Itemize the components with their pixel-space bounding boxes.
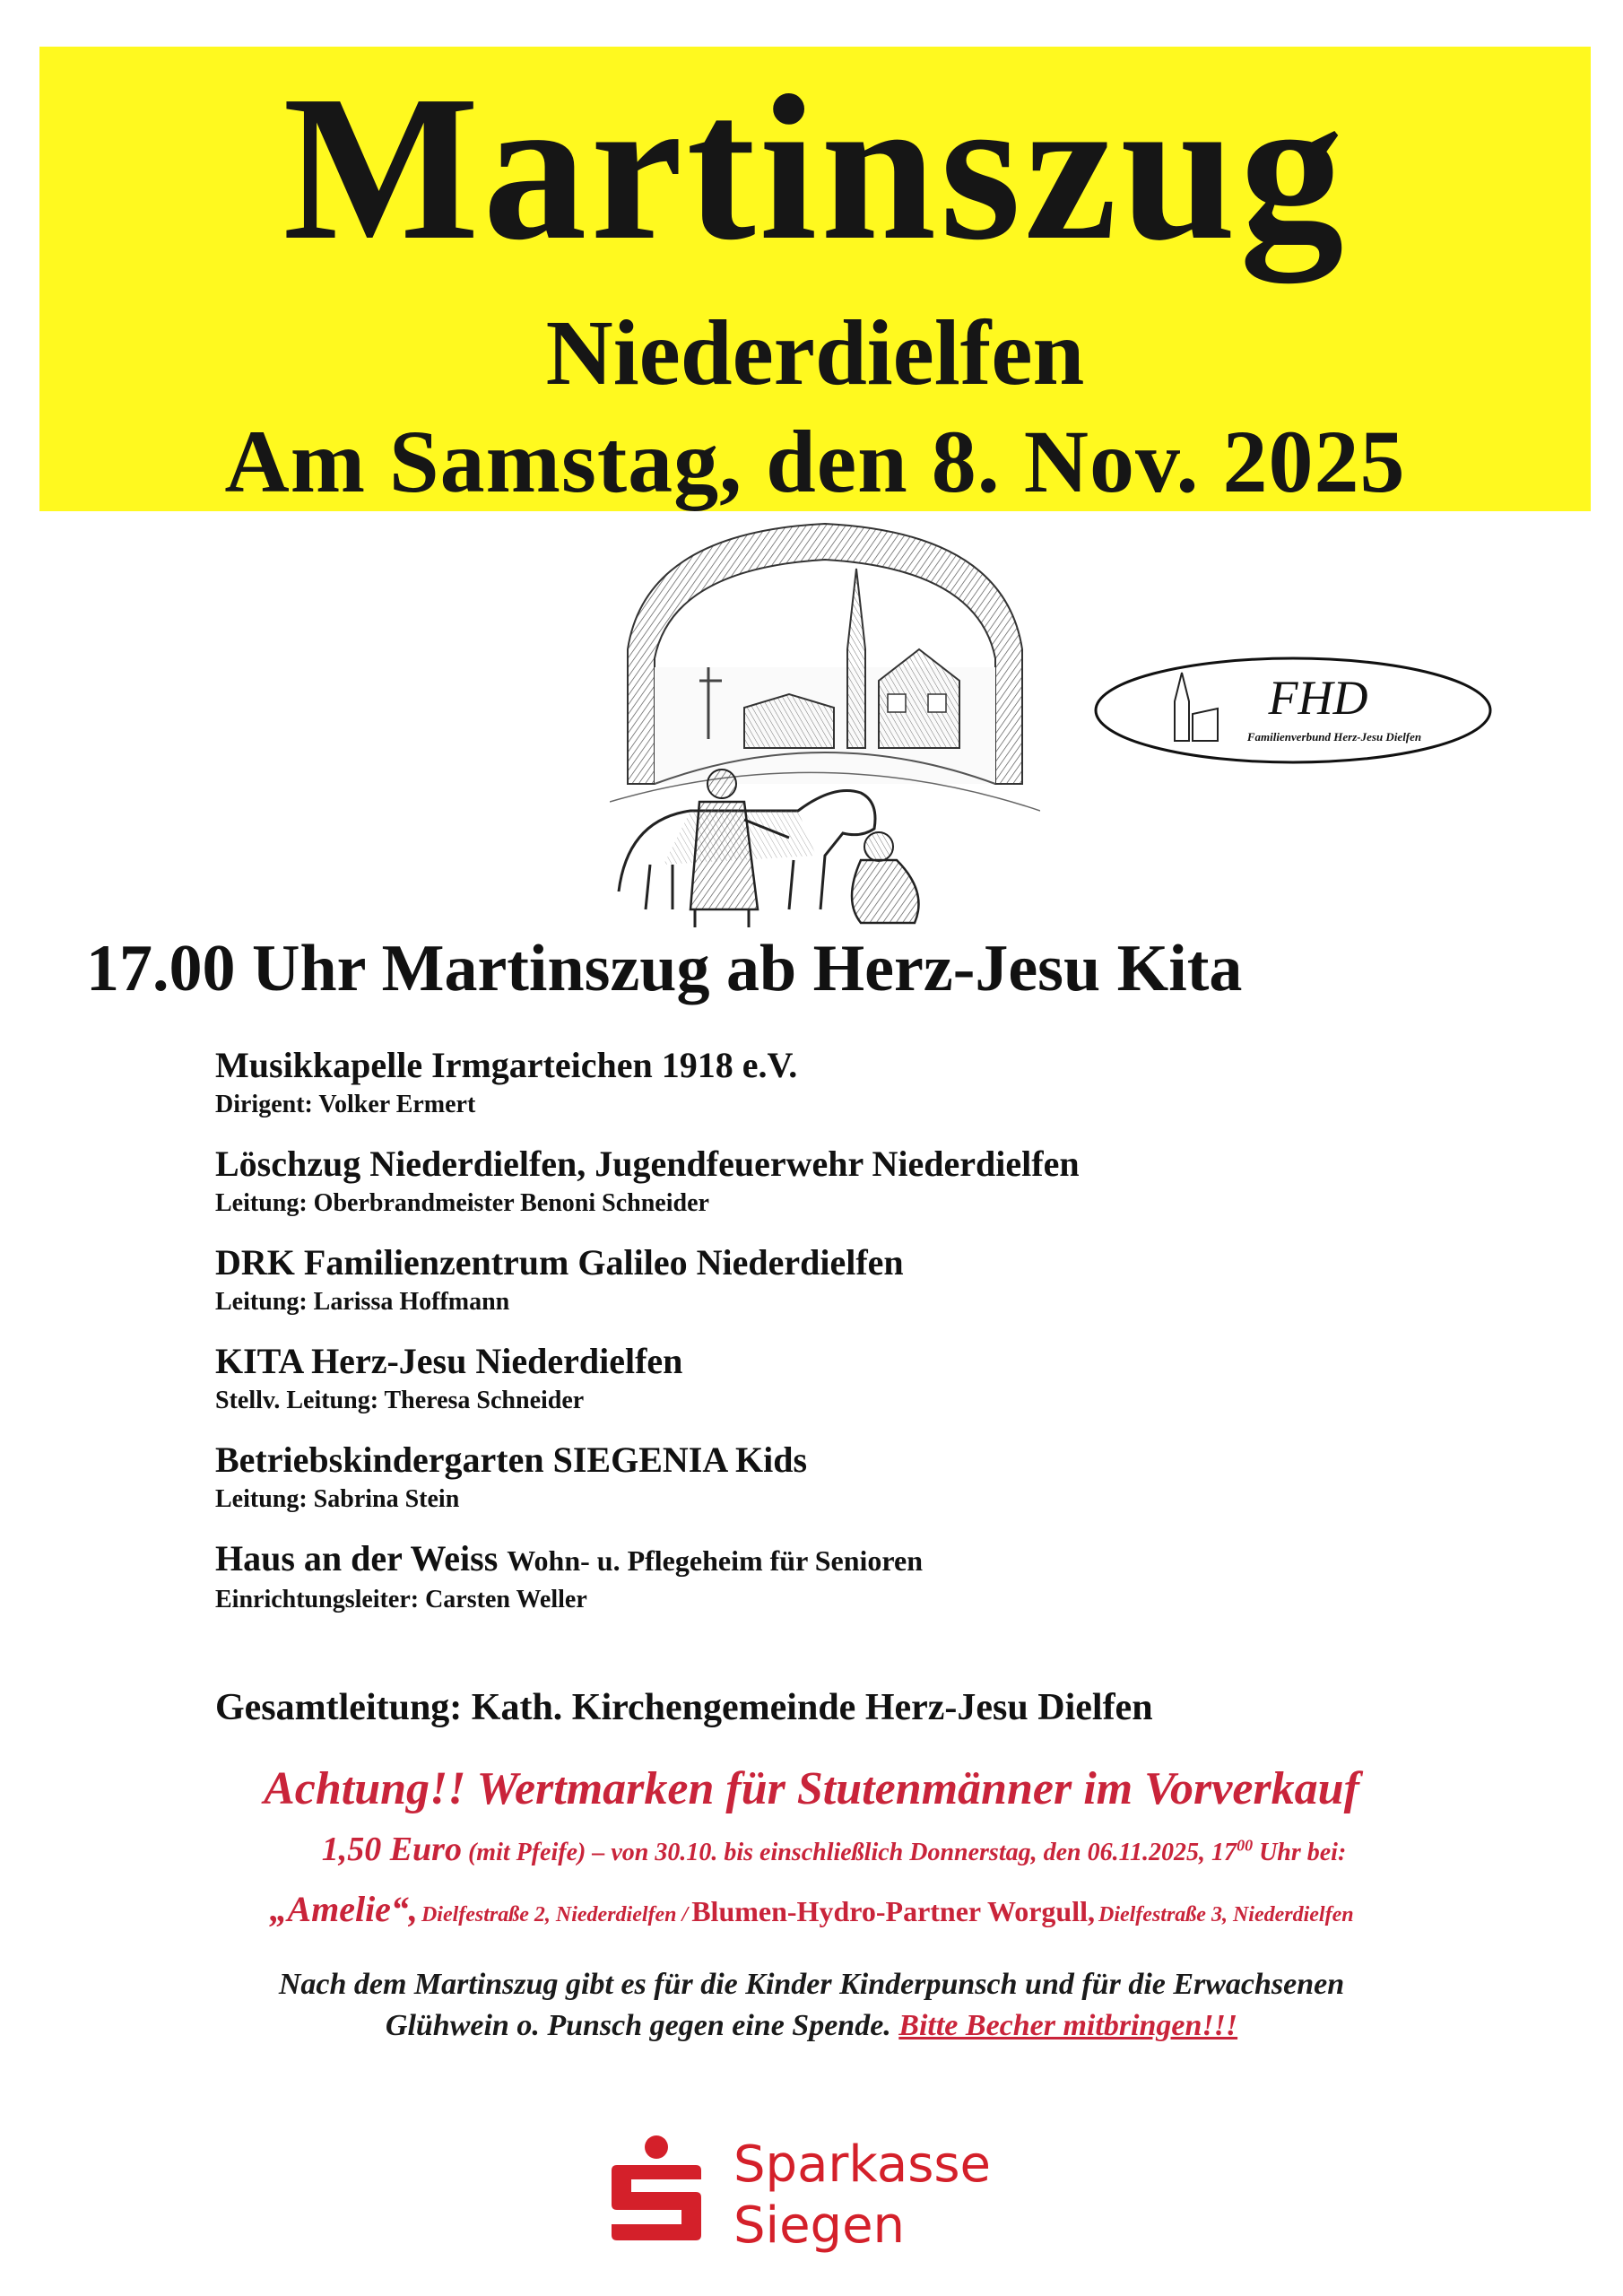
presale-time-sup: 00 [1237, 1836, 1254, 1855]
fhd-initials: FHD [1268, 671, 1368, 725]
participant-lead: Leitung: Larissa Hoffmann [215, 1288, 510, 1316]
presale-period: – von 30.10. bis einschließlich Donnerstag, den 06.11.2025, 17 [592, 1839, 1237, 1866]
participant-lead: Dirigent: Volker Ermert [215, 1091, 476, 1118]
st-martin-sketch-image [610, 515, 1040, 936]
shop1-address: Dielfestraße 2, Niederdielfen / [421, 1903, 689, 1926]
participant-item [215, 1141, 1515, 1220]
participant-name: DRK Familienzentrum Galileo Niederdielfen [215, 1242, 904, 1283]
fhd-subtitle: Familienverbund Herz-Jesu Dielfen [1246, 730, 1422, 744]
participant-name-main: Haus an der Weiss [215, 1538, 499, 1578]
presale-shops [0, 1888, 1623, 1930]
shop2-name: Blumen-Hydro-Partner Worgull, [691, 1895, 1095, 1927]
overall-lead: Gesamtleitung: Kath. Kirchengemeinde Herz-Jesu Dielfen [215, 1687, 1153, 1728]
poster-title: Martinszug [282, 53, 1348, 283]
participant-name: Musikkapelle Irmgarteichen 1918 e.V. [215, 1045, 798, 1085]
closing-cta: Bitte Becher mitbringen!!! [898, 2009, 1238, 2042]
closing-line-2 [0, 2005, 1623, 2047]
participant-name: KITA Herz-Jesu Niederdielfen [215, 1341, 683, 1381]
participant-lead: Leitung: Sabrina Stein [215, 1485, 460, 1513]
shop1-name: „Amelie“, [269, 1889, 418, 1929]
poster-date: Am Samstag, den 8. Nov. 2025 [224, 412, 1406, 511]
participant-name-suffix: Wohn- u. Pflegeheim für Senioren [507, 1544, 923, 1577]
participant-lead: Leitung: Oberbrandmeister Benoni Schneider [215, 1189, 709, 1217]
price: 1,50 Euro [321, 1831, 462, 1868]
header-banner [39, 47, 1591, 511]
poster-place: Niederdielfen [545, 301, 1085, 404]
sponsor-name [733, 2135, 991, 2257]
participant-name: Betriebskindergarten SIEGENIA Kids [215, 1439, 808, 1480]
participant-item [215, 1437, 1515, 1516]
participant-item [215, 1338, 1515, 1417]
sparkasse-s-icon [608, 2135, 705, 2242]
participant-lead: Stellv. Leitung: Theresa Schneider [215, 1387, 585, 1414]
shop2-address: Dielfestraße 3, Niederdielfen [1098, 1903, 1354, 1926]
closing-line-2-text: Glühwein o. Punsch gegen eine Spende. [385, 2009, 891, 2042]
closing-line-1: Nach dem Martinszug gibt es für die Kinder Kinderpunsch und für die Erwachsenen [278, 1968, 1345, 2001]
participant-name: Löschzug Niederdielfen, Jugendfeuerwehr Niederdielfen [215, 1144, 1080, 1184]
participant-name [215, 1535, 1515, 1584]
closing-note [0, 1964, 1623, 2047]
participant-item [215, 1535, 1515, 1616]
sponsor-line-2: Siegen [733, 2196, 906, 2255]
participant-item [215, 1042, 1515, 1121]
presale-info [135, 1830, 1533, 1869]
notice-headline: Achtung!! Wertmarken für Stutenmänner im Vorverkauf [264, 1763, 1359, 1814]
sparkasse-logo [608, 2135, 1110, 2260]
participant-list [215, 1042, 1515, 1636]
fhd-logo [1092, 655, 1494, 766]
presale-period-end: Uhr bei: [1253, 1839, 1347, 1866]
price-note: (mit Pfeife) [467, 1839, 586, 1866]
participant-lead: Einrichtungsleiter: Carsten Weller [215, 1586, 587, 1613]
participant-item [215, 1239, 1515, 1318]
event-time-heading: 17.00 Uhr Martinszug ab Herz-Jesu Kita [86, 932, 1243, 1005]
sponsor-line-1: Sparkasse [733, 2135, 991, 2194]
